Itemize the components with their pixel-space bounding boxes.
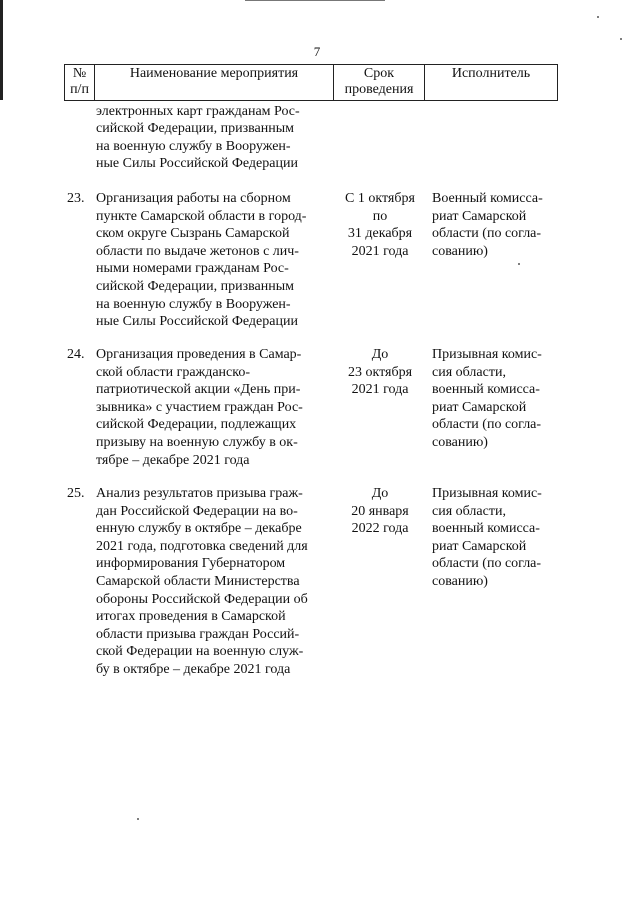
row-executor: Призывная комис- сия области, военный комисса- риат Самарской области (по согла- сованию) <box>432 347 542 450</box>
row-term: До 20 января 2022 года <box>351 486 409 537</box>
row-number: 25. <box>67 486 85 501</box>
row-event-name: Организация проведения в Самар- ской области гражданско- патриотической акции «День при- зывника» с участием граждан Рос- сийской Федерации, подлежащих призыву на военную службу в ок- тябре – декабре 2021 года <box>96 347 303 468</box>
scan-speck <box>518 263 520 265</box>
row-event-name: Анализ результатов призыва граж- дан Российской Федерации на во- енную службу в октябре – декабре 2021 года, подготовка сведений для информирования Губернатором Самарской области Министерства обороны Российской Федерации об итогах проведения в Самарской области призыва граждан Россий- ской Федерации на военную служ- бу в октябре – декабре 2021 года <box>96 486 308 677</box>
header-executor: Исполнитель <box>425 65 558 101</box>
row-term: С 1 октября по 31 декабря 2021 года <box>345 191 415 259</box>
header-name: Наименование мероприятия <box>95 65 334 101</box>
row-term: До 23 октября 2021 года <box>347 347 413 398</box>
header-term: Срок проведения <box>334 65 425 101</box>
scan-speck <box>137 818 139 820</box>
scan-top-mark <box>245 0 385 1</box>
row-executor: Военный комисса- риат Самарской области (по согла- сованию) <box>432 191 543 259</box>
row-event-name: Организация работы на сборном пункте Самарской области в город- ском округе Сызрань Самарской области по выдаче жетонов с лич- ными номерами гражданам Рос- сийской Федерации, призванным на военную службу в Вооружен- ные Силы Российской Федерации <box>96 191 307 330</box>
scan-speck <box>620 38 622 40</box>
header-num: № п/п <box>65 65 95 101</box>
row-executor: Призывная комис- сия области, военный комисса- риат Самарской области (по согла- сованию) <box>432 486 542 589</box>
continuation-text: электронных карт гражданам Рос- сийской Федерации, призванным на военную службу в Вооружен- ные Силы Российской Федерации <box>96 104 300 172</box>
page-number: 7 <box>313 44 321 59</box>
scan-speck <box>597 16 599 18</box>
row-number: 24. <box>67 347 85 362</box>
table-header <box>64 64 558 101</box>
row-number: 23. <box>67 191 85 206</box>
